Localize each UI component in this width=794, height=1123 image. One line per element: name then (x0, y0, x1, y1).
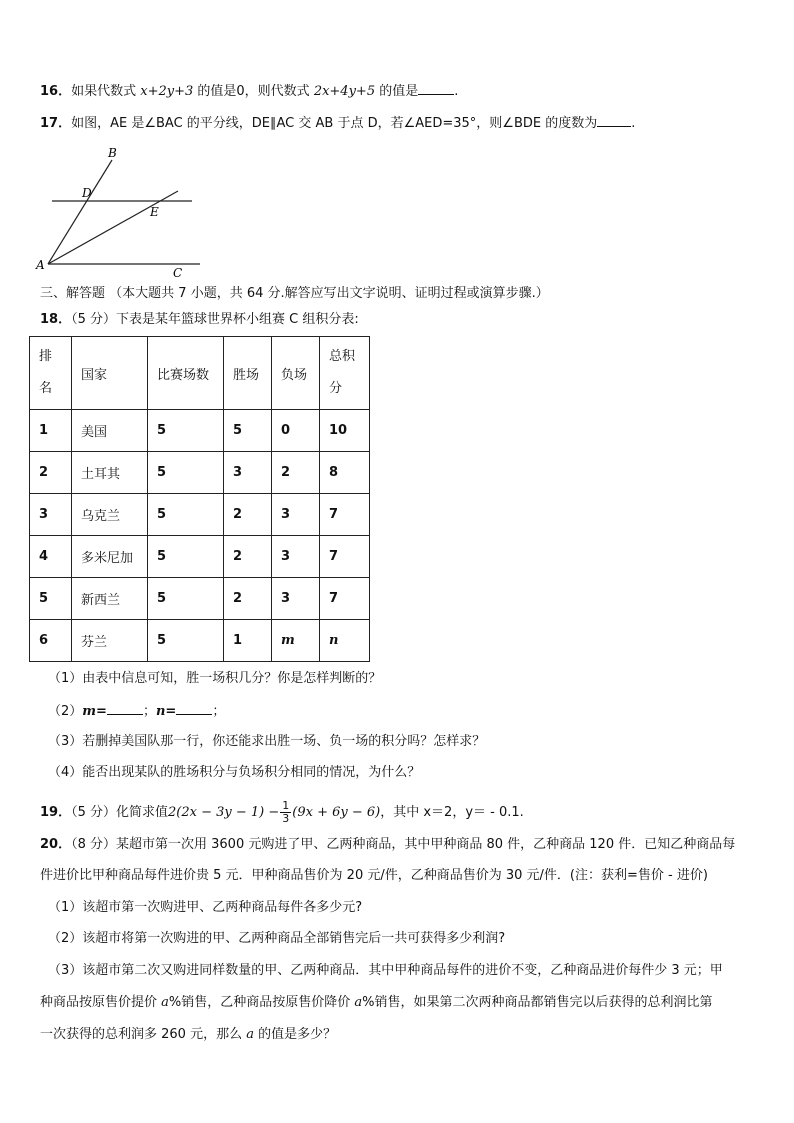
text: 0 (236, 84, 245, 99)
cell: m (272, 620, 320, 662)
label-a: A (36, 258, 45, 272)
table-row (30, 452, 370, 494)
fraction-denominator: 3 (282, 812, 290, 825)
question-number: 19． (40, 805, 72, 820)
text: %销售，乙种商品按原售价降价 (168, 995, 355, 1010)
text: 某超市第一次用 3600 元购进了甲、乙两种商品，其中甲种商品 80 件，乙种商品 120 件．已知乙种商品每 (116, 837, 736, 852)
cell: 10 (320, 410, 370, 452)
expression: 2x+4y+5 (313, 84, 376, 99)
fraction-numerator: 1 (282, 799, 290, 812)
cell: 5 (148, 410, 224, 452)
cell: 2 (224, 578, 272, 620)
table-header-row (30, 337, 370, 410)
cell: 7 (320, 578, 370, 620)
cell: 5 (148, 536, 224, 578)
section-3-heading (40, 284, 549, 304)
cell: 3 (224, 452, 272, 494)
expression: (9x + 6y − 6) (292, 805, 381, 820)
score: （5 分） (71, 312, 116, 327)
cell: 6 (30, 620, 72, 662)
expression: x+2y+3 (140, 84, 194, 99)
text: ； (212, 704, 226, 719)
section-title: 三、解答题 (40, 286, 106, 301)
text: 化简求值 (116, 805, 169, 820)
cell: 2 (224, 536, 272, 578)
question-text: 如图，AE 是∠BAC 的平分线，DE∥AC 交 AB 于点 D，若∠AED=35°，则∠BDE 的度数为 (71, 116, 598, 131)
q18-sub4: （4）能否出现某队的胜场积分与负场积分相同的情况，为什么？ (48, 765, 421, 780)
cell: 5 (224, 410, 272, 452)
text: . (631, 116, 636, 131)
header-cell: 胜场 (224, 337, 272, 410)
header-cell: 负场 (272, 337, 320, 410)
text: ，则代数式 (244, 84, 314, 99)
score: （5 分） (71, 805, 116, 820)
cell: 7 (320, 536, 370, 578)
q20-sub3-line1: （3）该超市第二次又购进同样数量的甲、乙两种商品．其中甲种商品每件的进价不变，乙种商品进价每件少 3 元；甲 (48, 963, 723, 978)
cell: 1 (30, 410, 72, 452)
cell: 5 (148, 620, 224, 662)
question-text: 下表是某年篮球世界杯小组赛 C 组积分表: (116, 312, 359, 327)
header-cell: 总积分 (320, 337, 370, 410)
expression: 2(2x − 3y − 1) − (168, 805, 280, 820)
table-row (30, 410, 370, 452)
cell: 2 (224, 494, 272, 536)
text: n= (155, 704, 177, 719)
score-table (29, 336, 370, 662)
variable-a: a (246, 1027, 254, 1042)
cell: 美国 (72, 410, 148, 452)
question-number: 20． (40, 837, 72, 852)
table-row (30, 536, 370, 578)
question-18 (40, 310, 359, 330)
cell: 乌克兰 (72, 494, 148, 536)
cell: 土耳其 (72, 452, 148, 494)
section-note: （本大题共 7 小题，共 64 分.解答应写出文字说明、证明过程或演算步骤.） (109, 286, 549, 301)
fraction (280, 800, 291, 825)
q18-sub2 (48, 701, 225, 722)
header-cell: 国家 (72, 337, 148, 410)
score: （8 分） (71, 837, 116, 852)
cell: 8 (320, 452, 370, 494)
question-19 (40, 799, 524, 827)
question-16 (40, 81, 458, 102)
text: 的值是多少？ (253, 1027, 337, 1042)
text: %销售，如果第二次两种商品都销售完以后获得的总利润比第 (362, 995, 713, 1010)
answer-blank[interactable] (418, 81, 454, 95)
label-d: D (82, 186, 92, 200)
text: ； (142, 704, 156, 719)
question-17 (40, 113, 635, 134)
question-20-line1 (40, 835, 735, 855)
cell: 3 (272, 494, 320, 536)
question-number: 16． (40, 84, 72, 99)
table-row (30, 494, 370, 536)
cell: 1 (224, 620, 272, 662)
line-ab (48, 160, 112, 264)
cell: 5 (30, 578, 72, 620)
label-e: E (150, 205, 159, 219)
answer-blank-n[interactable] (176, 701, 212, 715)
cell: 新西兰 (72, 578, 148, 620)
text: （2） (48, 704, 83, 719)
q20-sub3-line3 (40, 1025, 336, 1045)
question-20-line2: 件进价比甲种商品每件进价贵 5 元．甲种商品售价为 20 元/件，乙种商品售价为 30 元/件．(注：获利=售价 - 进价) (40, 868, 708, 883)
q18-sub1: （1）由表中信息可知，胜一场积几分？你是怎样判断的？ (48, 671, 382, 686)
cell: 3 (30, 494, 72, 536)
header-cell: 比赛场数 (148, 337, 224, 410)
table-row (30, 620, 370, 662)
text: 的值是 (193, 84, 237, 99)
table-row (30, 578, 370, 620)
answer-blank[interactable] (597, 113, 631, 127)
cell: 芬兰 (72, 620, 148, 662)
cell: n (320, 620, 370, 662)
variable-a: a (161, 995, 169, 1010)
label-c: C (173, 266, 183, 280)
text: 的值是 (375, 84, 419, 99)
cell: 0 (272, 410, 320, 452)
variable-a: a (354, 995, 363, 1010)
text: 种商品按原售价提价 (40, 995, 162, 1010)
cell: 5 (148, 452, 224, 494)
text: m= (82, 704, 107, 719)
q20-sub1: （1）该超市第一次购进甲、乙两种商品每件各多少元? (48, 900, 363, 915)
cell: 7 (320, 494, 370, 536)
cell: 多米尼加 (72, 536, 148, 578)
q20-sub2: （2）该超市将第一次购进的甲、乙两种商品全部销售完后一共可获得多少利润? (48, 931, 506, 946)
cell: 3 (272, 536, 320, 578)
text: ，其中 x＝2，y＝ - 0.1. (380, 805, 524, 820)
cell: 4 (30, 536, 72, 578)
answer-blank-m[interactable] (107, 701, 143, 715)
geometry-figure (30, 140, 200, 280)
text: . (454, 84, 459, 99)
text: 一次获得的总利润多 260 元，那么 (40, 1027, 247, 1042)
cell: 2 (30, 452, 72, 494)
cell: 2 (272, 452, 320, 494)
label-b: B (108, 146, 117, 160)
text: 如果代数式 (71, 84, 141, 99)
cell: 5 (148, 578, 224, 620)
cell: 3 (272, 578, 320, 620)
q20-sub3-line2 (40, 993, 713, 1013)
question-number: 18． (40, 312, 72, 327)
header-cell: 排名 (30, 337, 72, 410)
question-number: 17． (40, 116, 72, 131)
q18-sub3: （3）若删掉美国队那一行，你还能求出胜一场、负一场的积分吗？怎样求？ (48, 734, 486, 749)
cell: 5 (148, 494, 224, 536)
line-ae (48, 191, 178, 264)
